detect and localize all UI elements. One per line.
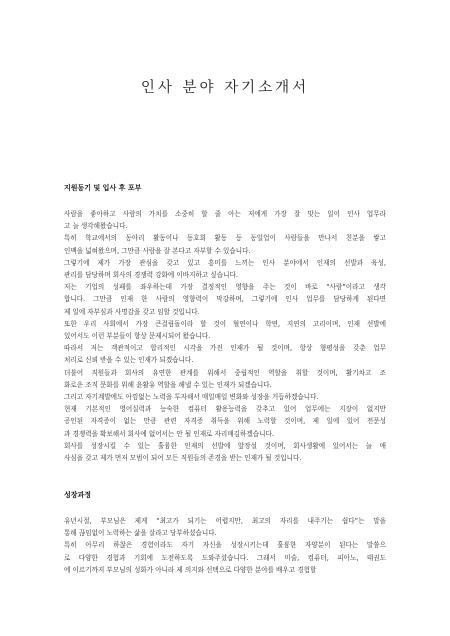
document-title: 인사 분야 자기소개서 <box>140 80 310 96</box>
text-line: 따라서 저는 객관적이고 합리적인 시각을 가진 인재가 될 것이며, 항상 형평성을 갖춘 업무 <box>64 344 386 353</box>
text-line: 사심을 갖고 제가 먼저 모범이 되어 모든 직원들의 존경을 받는 인재가 될 것입니다. <box>64 454 302 463</box>
section-body-growth <box>64 515 386 576</box>
text-line: 합니다. 그만큼 인재 한 사람의 영향력이 막강하며, 그렇기에 인사 업무를 담당하게 된다면 <box>64 295 386 304</box>
text-line: 제 일에 자부심과 사명감을 갖고 임할 것입니다. <box>64 307 200 316</box>
text-line: 특히 아무리 하찮은 경험이라도 자기 자신을 성장시키는데 훌륭한 자양분이 된다는 말씀으 <box>64 541 386 550</box>
text-line: 회사를 성장시킬 수 있는 훌륭한 인재의 선발에 앞장설 것이며, 회사생활에 있어서는 늘 애 <box>64 441 386 450</box>
text-line: 로 다양한 경험과 기회에 도전하도록 도와주셨습니다. 그래서 미술, 컴퓨터, 피아노, 태권도 <box>64 553 386 562</box>
text-line: 더불어 직원들과 회사의 유연한 관계를 위해서 중립적인 역할을 취할 것이며, 활기차고 조 <box>64 368 386 377</box>
text-line: 과 경쟁력을 확보해서 회사에 없어서는 안 될 인재로 자리매김하겠습니다. <box>64 429 274 438</box>
text-line: 화로운 조직 문화를 위해 윤활유 역할을 해낼 수 있는 인재가 되겠습니다. <box>64 380 272 389</box>
section-heading-growth: 성장과정 <box>64 491 92 499</box>
text-line: 인맥을 넓혀왔으며, 그만큼 사람을 잘 본다고 자부할 수 있습니다. <box>64 246 251 255</box>
text-line: 저는 기업의 성패를 좌우하는데 가장 결정적인 영향을 주는 것이 바로 “사람”이라고 생각 <box>64 283 386 292</box>
text-line: 그리고 자기계발에도 아낌없는 노력을 투자해서 매일매일 변화와 성장을 거듭하겠습니다. <box>64 393 319 402</box>
text-line: 고 늘 생각해왔습니다. <box>64 222 128 231</box>
section-heading-motivation: 지원동기 및 입사 후 포부 <box>64 184 142 192</box>
text-line: 특히 학교에서의 동아리 활동이나 동호회 활동 등 동일업이 사람들을 만나서 친분을 쌓고 <box>64 234 386 243</box>
text-line: 또한 우리 사회에서 가장 큰걸림돌이라 할 것이 혈연이나 학연, 지연의 고리이며, 인재 선발에 <box>64 319 386 328</box>
text-line: 관리를 담당하며 회사의 경쟁력 강화에 이바지하고 싶습니다. <box>64 271 238 280</box>
text-line: 유년시절, 부모님은 제게 “최고가 되기는 어렵지만, 최고의 자리를 내주기는 쉽다”는 말을 <box>64 517 386 525</box>
text-line: 통해 끊임없이 노력하는 삶을 살라고 당부하셨습니다. <box>64 529 217 538</box>
text-line: 현재 기본적인 영어실력과 능숙한 컴퓨터 활용능력을 갖추고 있어 업무에는 지장이 없지만 <box>64 405 386 414</box>
text-line: 에 이르기까지 부모님의 성화가 아니라 제 의지와 선택으로 다양한 분야를 배우고 경험할 <box>64 565 317 574</box>
text-line: 공인된 자격증이 없는 만큼 관련 자격증 취득을 위해 노력할 것이며, 제 일에 있어 전문성 <box>64 417 386 426</box>
text-line: 처리로 신뢰 받을 수 있는 인재가 되겠습니다. <box>64 356 194 365</box>
text-line: 그렇기에 제가 가장 관심을 갖고 있고 흥미를 느끼는 인사 분야에서 인재의 선발과 육성, <box>64 258 386 267</box>
text-line: 사람을 좋아하고 사람의 가치를 소중히 할 줄 아는 저에게 가장 잘 맞는 일이 인사 업무라 <box>64 210 386 218</box>
section-body-motivation <box>64 208 386 464</box>
text-line: 있어서도 이런 부분들이 항상 문제시되어 왔습니다. <box>64 332 211 341</box>
